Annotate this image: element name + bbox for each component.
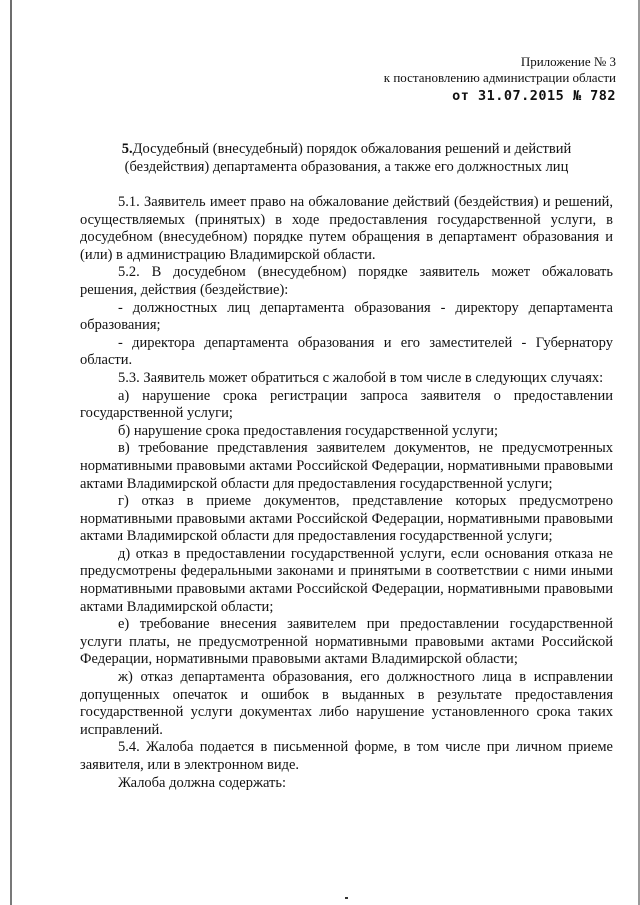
list-item-v: в) требование представления заявителем документов, не предусмотренных нормативными правовыми актами Российской Федерации, нормативными правовыми актами Владимирской области для предоставления государственной услуги; bbox=[80, 440, 613, 492]
document-body bbox=[80, 140, 613, 792]
appendix-date-stamp: от 31.07.2015 № 782 bbox=[452, 88, 616, 104]
paragraph-5-2: 5.2. В досудебном (внесудебном) порядке заявитель может обжаловать решения, действия (бездействие): bbox=[80, 264, 613, 298]
list-item-d: д) отказ в предоставлении государственной услуги, если основания отказа не предусмотрены федеральными законами и принятыми в соответствии с ними иными нормативными правовыми актами Российской Федерации, нормативными правовыми актами Владимирской области; bbox=[80, 545, 613, 615]
scan-edge-left bbox=[10, 0, 12, 905]
list-item-e: е) требование внесения заявителем при предоставлении государственной услуги платы, не предусмотренной нормативными правовыми актами Российской Федерации, нормативными правовыми актами Владимирской области; bbox=[80, 616, 613, 668]
list-item-a: а) нарушение срока регистрации запроса заявителя о предоставлении государственной услуги; bbox=[80, 387, 613, 422]
section-title bbox=[80, 140, 613, 176]
paragraph-5-1: 5.1. Заявитель имеет право на обжалование действий (бездействия) и решений, осуществляемых (принятых) в ходе предоставления государственной услуги, в досудебном (внесудебном) порядке путем обращения в департамент образования и (или) в администрацию Владимирской области. bbox=[80, 194, 613, 263]
paragraph-complaint-contents: Жалоба должна содержать: bbox=[118, 774, 287, 791]
scan-speck bbox=[345, 897, 348, 899]
list-item-g: г) отказ в приеме документов, представление которых предусмотрено нормативными правовыми актами Российской Федерации, нормативными правовыми актами Владимирской области для предоставления государственной услуги; bbox=[80, 493, 613, 545]
appendix-header bbox=[330, 54, 616, 104]
list-item-director: - директора департамента образования и его заместителей - Губернатору области. bbox=[80, 334, 613, 369]
section-number: 5. bbox=[121, 141, 133, 157]
list-item-zh: ж) отказ департамента образования, его должностного лица в исправлении допущенных опечаток и ошибок в выданных в результате предоставления государственной услуги документах либо нарушение установленного срока таких исправлений. bbox=[80, 669, 613, 738]
list-item-officials: - должностных лиц департамента образования - директору департамента образования; bbox=[80, 299, 613, 334]
section-title-text: Досудебный (внесудебный) порядок обжалования решений и действий (бездействия) департамента образования, а также его должностных лиц bbox=[124, 141, 572, 175]
list-item-b: б) нарушение срока предоставления государственной услуги; bbox=[118, 422, 498, 439]
paragraph-5-3: 5.3. Заявитель может обратиться с жалобой в том числе в следующих случаях: bbox=[118, 369, 604, 386]
appendix-number: Приложение № 3 bbox=[520, 54, 616, 69]
appendix-reference: к постановлению администрации области bbox=[383, 70, 616, 85]
paragraph-5-4: 5.4. Жалоба подается в письменной форме, в том числе при личном приеме заявителя, или в электронном виде. bbox=[80, 739, 613, 773]
